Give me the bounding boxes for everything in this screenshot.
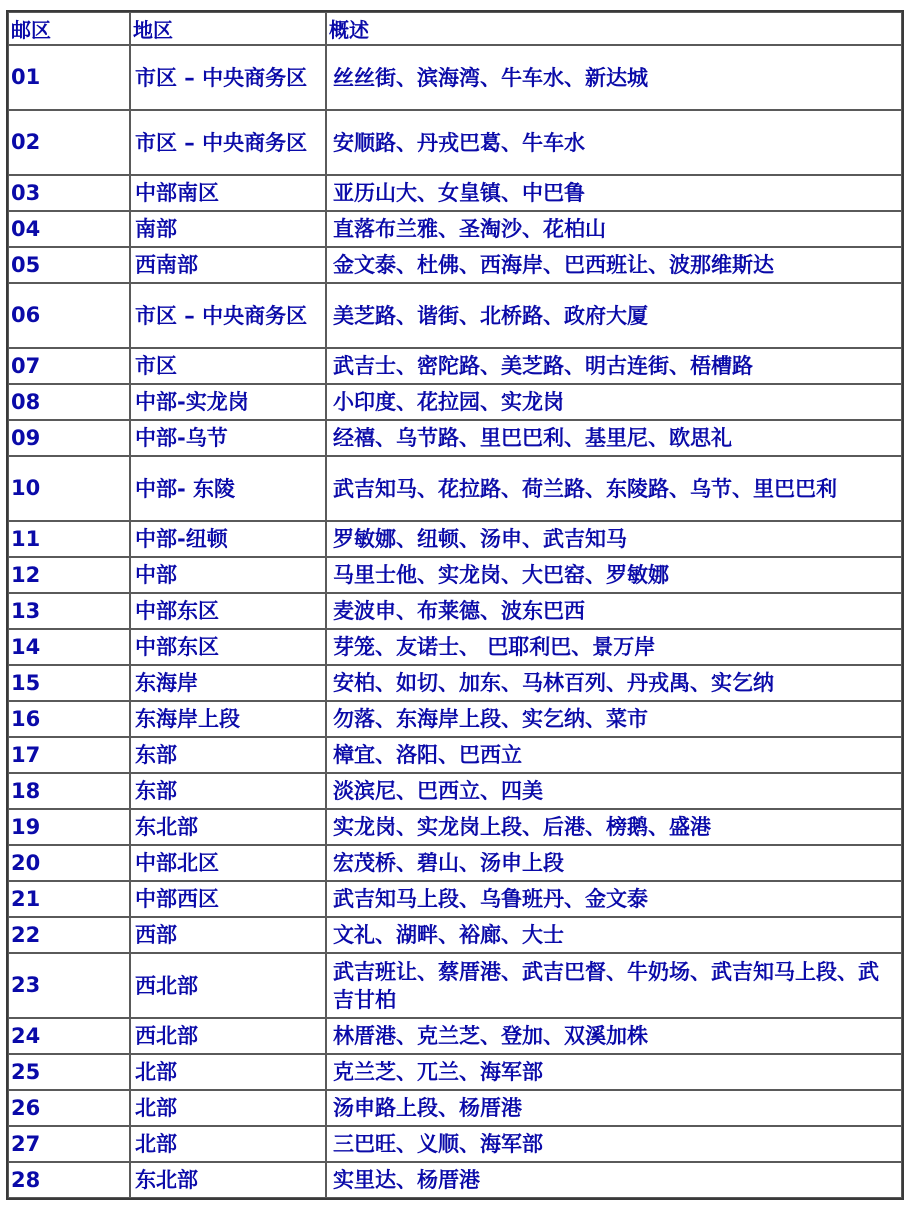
table-row: [8, 665, 902, 701]
description-cell: 樟宜、洛阳、巴西立: [326, 737, 902, 773]
description-cell: 淡滨尼、巴西立、四美: [326, 773, 902, 809]
table-row: [8, 737, 902, 773]
postal-district-cell: 08: [8, 384, 130, 420]
area-cell: 东海岸: [130, 665, 326, 701]
description-cell: 实里达、杨厝港: [326, 1162, 902, 1198]
postal-district-cell: 24: [8, 1018, 130, 1054]
table-row: [8, 283, 902, 348]
area-cell: 西南部: [130, 247, 326, 283]
description-cell: 亚历山大、女皇镇、中巴鲁: [326, 175, 902, 211]
postal-district-cell: 06: [8, 283, 130, 348]
description-cell: 美芝路、谐街、北桥路、政府大厦: [326, 283, 902, 348]
table-row: [8, 384, 902, 420]
postal-district-cell: 16: [8, 701, 130, 737]
description-cell: 三巴旺、义顺、海军部: [326, 1126, 902, 1162]
description-cell: 罗敏娜、纽顿、汤申、武吉知马: [326, 521, 902, 557]
table-row: [8, 521, 902, 557]
postal-district-cell: 12: [8, 557, 130, 593]
description-cell: 安顺路、丹戎巴葛、牛车水: [326, 110, 902, 175]
table-row: [8, 247, 902, 283]
table-row: [8, 809, 902, 845]
area-cell: 中部东区: [130, 593, 326, 629]
postal-district-cell: 25: [8, 1054, 130, 1090]
description-cell: 直落布兰雅、圣淘沙、花柏山: [326, 211, 902, 247]
area-cell: 中部: [130, 557, 326, 593]
description-cell: 丝丝街、滨海湾、牛车水、新达城: [326, 45, 902, 110]
table-row: [8, 593, 902, 629]
table-row: [8, 701, 902, 737]
area-cell: 北部: [130, 1126, 326, 1162]
table-row: [8, 175, 902, 211]
header-area: 地区: [130, 12, 326, 45]
table-row: [8, 1018, 902, 1054]
header-description: 概述: [326, 12, 902, 45]
postal-district-cell: 14: [8, 629, 130, 665]
description-cell: 马里士他、实龙岗、大巴窑、罗敏娜: [326, 557, 902, 593]
table-row: [8, 773, 902, 809]
description-cell: 克兰芝、兀兰、海军部: [326, 1054, 902, 1090]
postal-district-cell: 17: [8, 737, 130, 773]
table-body: [8, 45, 902, 1198]
table-row: [8, 917, 902, 953]
table-row: [8, 1054, 902, 1090]
area-cell: 西北部: [130, 953, 326, 1018]
postal-district-cell: 02: [8, 110, 130, 175]
table-row: [8, 420, 902, 456]
area-cell: 市区: [130, 348, 326, 384]
area-cell: 西部: [130, 917, 326, 953]
description-cell: 小印度、花拉园、实龙岗: [326, 384, 902, 420]
table-row: [8, 1162, 902, 1198]
table-row: [8, 348, 902, 384]
table-row: [8, 211, 902, 247]
postal-district-cell: 07: [8, 348, 130, 384]
postal-district-cell: 27: [8, 1126, 130, 1162]
area-cell: 市区 – 中央商务区: [130, 45, 326, 110]
postal-district-cell: 10: [8, 456, 130, 521]
postal-district-cell: 20: [8, 845, 130, 881]
description-cell: 宏茂桥、碧山、汤申上段: [326, 845, 902, 881]
postal-district-cell: 11: [8, 521, 130, 557]
description-cell: 武吉知马、花拉路、荷兰路、东陵路、乌节、里巴巴利: [326, 456, 902, 521]
description-cell: 芽笼、友诺士、 巴耶利巴、景万岸: [326, 629, 902, 665]
description-cell: 武吉知马上段、乌鲁班丹、金文泰: [326, 881, 902, 917]
table-row: [8, 456, 902, 521]
postal-district-cell: 22: [8, 917, 130, 953]
description-cell: 勿落、东海岸上段、实乞纳、菜市: [326, 701, 902, 737]
area-cell: 中部北区: [130, 845, 326, 881]
table-row: [8, 1126, 902, 1162]
area-cell: 东部: [130, 773, 326, 809]
description-cell: 林厝港、克兰芝、登加、双溪加株: [326, 1018, 902, 1054]
description-cell: 麦波申、布莱德、波东巴西: [326, 593, 902, 629]
area-cell: 市区 – 中央商务区: [130, 283, 326, 348]
table-row: [8, 629, 902, 665]
area-cell: 中部-纽顿: [130, 521, 326, 557]
table-row: [8, 45, 902, 110]
area-cell: 中部东区: [130, 629, 326, 665]
area-cell: 北部: [130, 1054, 326, 1090]
postal-district-cell: 05: [8, 247, 130, 283]
table-row: [8, 557, 902, 593]
area-cell: 东部: [130, 737, 326, 773]
description-cell: 汤申路上段、杨厝港: [326, 1090, 902, 1126]
table-row: [8, 1090, 902, 1126]
postal-district-cell: 19: [8, 809, 130, 845]
postal-district-cell: 18: [8, 773, 130, 809]
postal-district-cell: 26: [8, 1090, 130, 1126]
area-cell: 中部西区: [130, 881, 326, 917]
postal-district-cell: 13: [8, 593, 130, 629]
area-cell: 中部- 东陵: [130, 456, 326, 521]
postal-district-cell: 28: [8, 1162, 130, 1198]
table-row: [8, 845, 902, 881]
postal-district-cell: 03: [8, 175, 130, 211]
area-cell: 中部-乌节: [130, 420, 326, 456]
area-cell: 中部南区: [130, 175, 326, 211]
area-cell: 北部: [130, 1090, 326, 1126]
postal-district-cell: 23: [8, 953, 130, 1018]
table-header: [8, 12, 902, 45]
description-cell: 武吉班让、蔡厝港、武吉巴督、牛奶场、武吉知马上段、武吉甘柏: [326, 953, 902, 1018]
area-cell: 东北部: [130, 809, 326, 845]
header-postal-district: 邮区: [8, 12, 130, 45]
area-cell: 市区 – 中央商务区: [130, 110, 326, 175]
description-cell: 实龙岗、实龙岗上段、后港、榜鹅、盛港: [326, 809, 902, 845]
postal-district-cell: 09: [8, 420, 130, 456]
postal-district-cell: 15: [8, 665, 130, 701]
description-cell: 安柏、如切、加东、马林百列、丹戎禺、实乞纳: [326, 665, 902, 701]
description-cell: 武吉士、密陀路、美芝路、明古连街、梧槽路: [326, 348, 902, 384]
area-cell: 南部: [130, 211, 326, 247]
table-row: [8, 953, 902, 1018]
description-cell: 经禧、乌节路、里巴巴利、基里尼、欧思礼: [326, 420, 902, 456]
postal-district-cell: 01: [8, 45, 130, 110]
table-row: [8, 881, 902, 917]
area-cell: 东海岸上段: [130, 701, 326, 737]
area-cell: 中部-实龙岗: [130, 384, 326, 420]
table-header-row: [8, 12, 902, 45]
postal-district-cell: 21: [8, 881, 130, 917]
area-cell: 西北部: [130, 1018, 326, 1054]
area-cell: 东北部: [130, 1162, 326, 1198]
postal-district-cell: 04: [8, 211, 130, 247]
postal-district-table: [6, 10, 904, 1200]
description-cell: 金文泰、杜佛、西海岸、巴西班让、波那维斯达: [326, 247, 902, 283]
table-row: [8, 110, 902, 175]
description-cell: 文礼、湖畔、裕廊、大士: [326, 917, 902, 953]
